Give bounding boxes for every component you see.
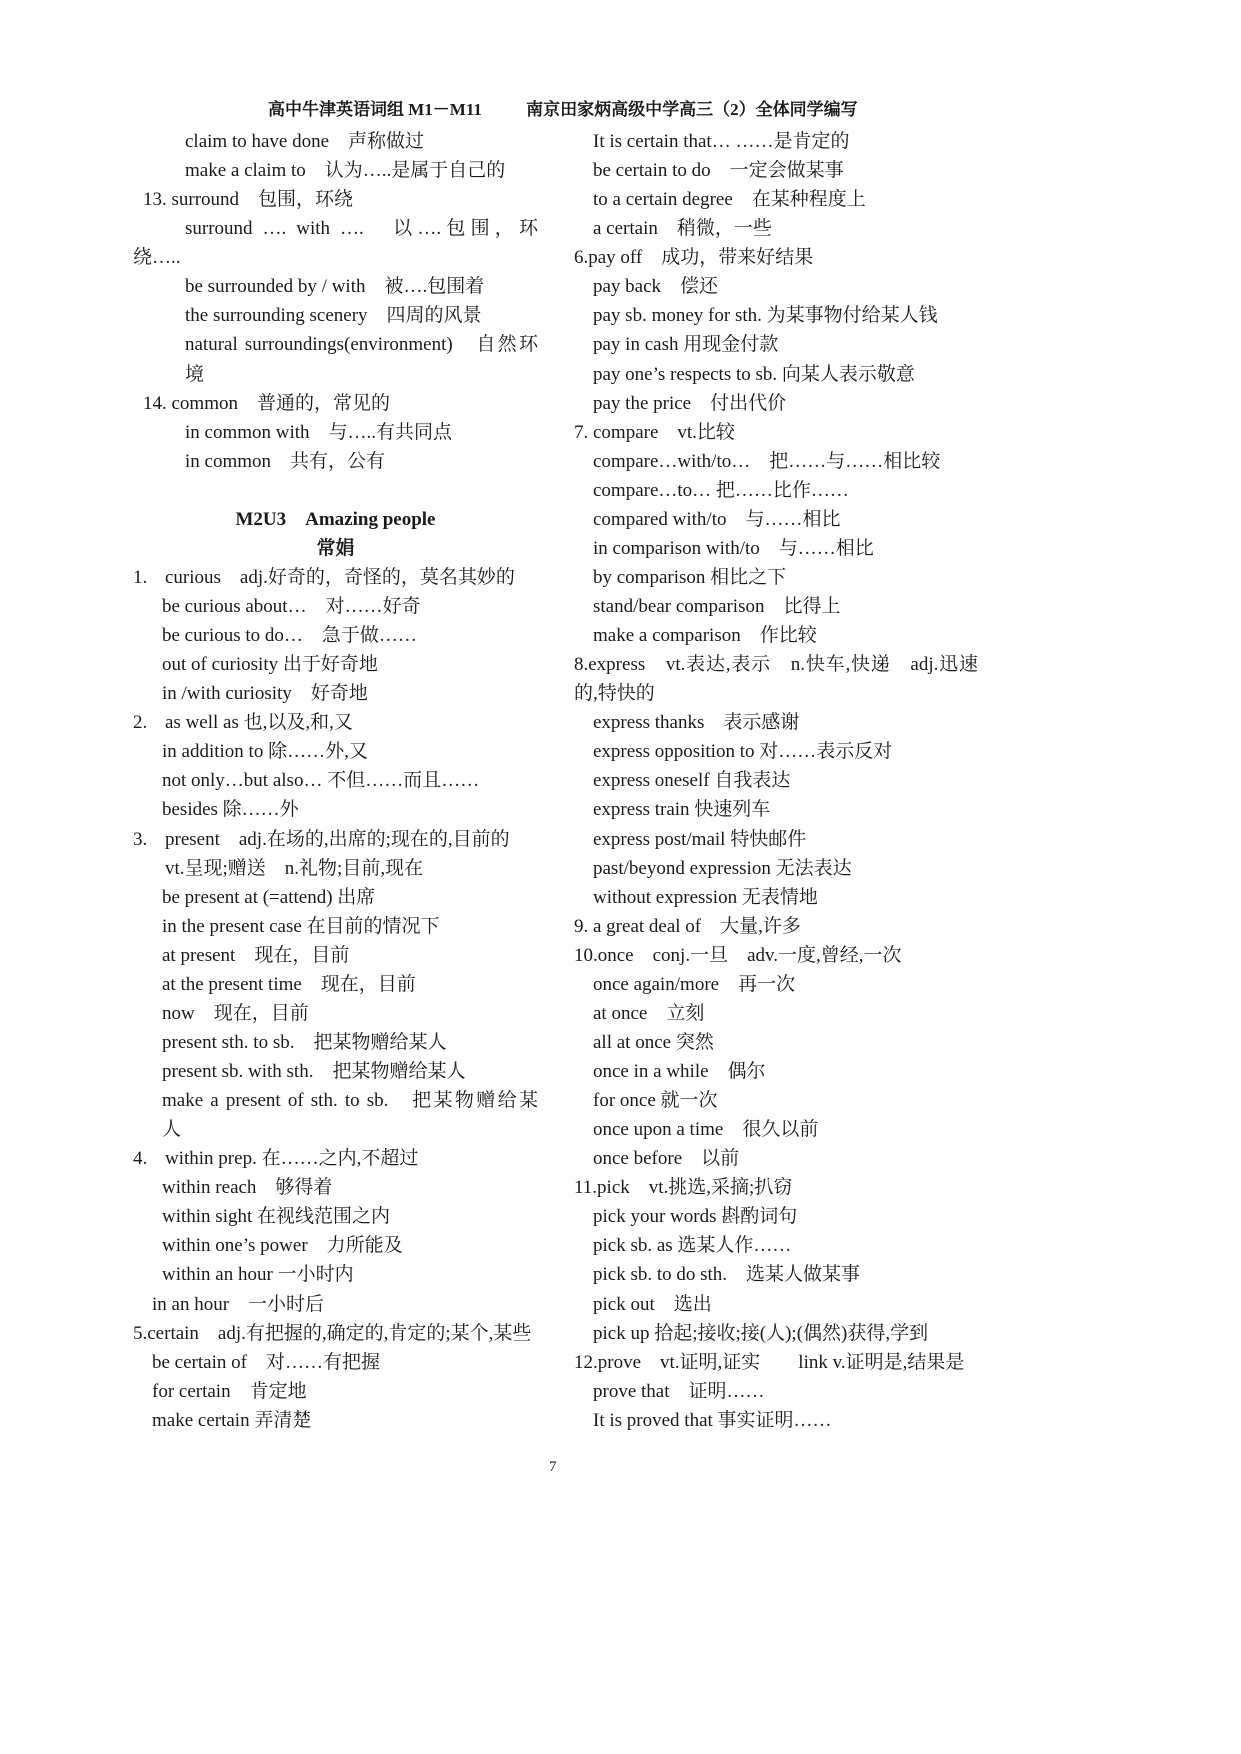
phrase: in comparison with/to 与……相比: [593, 537, 874, 559]
phrase: express oneself 自我表达: [593, 770, 791, 792]
phrase: once in a while 偶尔: [593, 1061, 766, 1082]
vocab-entry: [133, 1144, 538, 1318]
right-column: [574, 127, 978, 1435]
phrase: claim to have done 声称做过: [185, 131, 425, 152]
document-title: 高中牛津英语词组 M1－M11: [268, 100, 482, 119]
phrase: in common with 与…..有共同点: [185, 421, 453, 443]
entry-heading-row: [133, 708, 538, 737]
phrase: present sth. to sb. 把某物赠给某人: [162, 1031, 447, 1053]
entry-heading: 7. compare vt.比较: [574, 421, 735, 443]
phrase: be certain of 对……有把握: [152, 1351, 380, 1373]
phrase: now 现在，目前: [162, 1002, 309, 1024]
phrase: be present at (=attend) 出席: [162, 886, 376, 908]
vocab-entry: [574, 1348, 978, 1435]
page-number: 7: [549, 1459, 557, 1475]
phrase: compared with/to 与……相比: [593, 508, 841, 530]
entry-heading: 11.pick vt.挑选,采摘;扒窃: [574, 1177, 793, 1199]
phrase: besides 除……外: [162, 799, 299, 821]
phrase: without expression 无表情地: [593, 886, 818, 908]
vocab-entry: [133, 825, 538, 1145]
document-compiler: 南京田家炳高级中学高三（2）全体同学编写: [526, 100, 858, 119]
vocab-entry: [574, 418, 978, 651]
phrase-continuation: 绕…..: [133, 247, 181, 269]
phrase: by comparison 相比之下: [593, 566, 787, 588]
phrase: compare…to… 把……比作……: [593, 479, 849, 501]
left-column: [133, 127, 538, 1435]
phrase: pay back 偿还: [593, 276, 719, 298]
phrase: pay the price 付出代价: [593, 392, 787, 414]
entry-heading: 9. a great deal of 大量,许多: [574, 915, 801, 937]
blank-line: [133, 476, 538, 505]
phrase: present sb. with sth. 把某物赠给某人: [162, 1061, 466, 1082]
phrase: pick sb. to do sth. 选某人做某事: [593, 1264, 861, 1286]
phrase: express opposition to 对……表示反对: [593, 741, 893, 763]
phrase: at once 立刻: [593, 1002, 705, 1024]
entry-heading: 13. surround 包围，环绕: [143, 189, 354, 211]
phrase: pay one’s respects to sb. 向某人表示敬意: [593, 363, 915, 385]
vocab-entry: [133, 185, 538, 388]
vocab-entry: [133, 1319, 538, 1435]
entry-heading: 10.once conj.一旦 adv.一度,曾经,一次: [574, 944, 902, 966]
phrase: pick your words 斟酌词句: [593, 1206, 798, 1228]
phrase: within sight 在视线范围之内: [162, 1206, 391, 1228]
unit-section: [133, 505, 538, 1435]
entry-heading: as well as 也,以及,和,又: [165, 712, 353, 734]
phrase: be certain to do 一定会做某事: [593, 160, 844, 182]
vocab-entry: [574, 941, 978, 1174]
phrase: for once 就一次: [593, 1090, 718, 1112]
entry-heading: 12.prove vt.证明,证实 link v.证明是,结果是: [574, 1351, 965, 1373]
phrase: natural surroundings(environment) 自然环: [185, 334, 538, 356]
phrase: in an hour 一小时后: [152, 1293, 325, 1315]
vocab-entry: [574, 1173, 978, 1347]
entry-number: 2.: [133, 712, 148, 734]
entry-heading: 8.express vt.表达,表示 n.快车,快递 adj.迅速: [574, 654, 978, 676]
phrase: be curious to do… 急于做……: [162, 625, 417, 647]
entry-heading-continuation: 的,特快的: [574, 683, 655, 705]
phrase: past/beyond expression 无法表达: [593, 857, 852, 879]
phrase: make a claim to 认为…..是属于自己的: [185, 160, 506, 182]
phrase: make a comparison 作比较: [593, 625, 817, 647]
entry-heading: 6.pay off 成功，带来好结果: [574, 247, 814, 269]
phrase: in the present case 在目前的情况下: [162, 915, 440, 937]
phrase: once before 以前: [593, 1148, 740, 1170]
phrase: pay sb. money for sth. 为某事物付给某人钱: [593, 305, 938, 327]
phrase: pick sb. as 选某人作……: [593, 1235, 792, 1257]
phrase: in /with curiosity 好奇地: [162, 683, 368, 705]
vocab-entry: [133, 708, 538, 824]
entry-heading-row: [133, 563, 538, 592]
entry-number: 4.: [133, 1148, 148, 1170]
vocab-entry: [133, 389, 538, 476]
page-header: [268, 97, 858, 123]
phrase: a certain 稍微，一些: [593, 218, 772, 240]
vocab-entry: [574, 243, 978, 417]
phrase-continuation: 人: [162, 1119, 182, 1141]
phrase: the surrounding scenery 四周的风景: [185, 305, 482, 327]
phrase: pick up 拾起;接收;接(人);(偶然)获得,学到: [593, 1322, 929, 1344]
phrase: once upon a time 很久以前: [593, 1119, 819, 1141]
entry-heading: curious adj.好奇的，奇怪的，莫名其妙的: [165, 566, 515, 588]
phrase: prove that 证明……: [593, 1380, 765, 1402]
vocab-entry: [133, 127, 538, 185]
phrase: pay in cash 用现金付款: [593, 334, 779, 356]
phrase: It is proved that 事实证明……: [593, 1409, 832, 1431]
vocab-entry: [574, 912, 978, 941]
phrase: in addition to 除……外,又: [162, 741, 368, 763]
entry-heading: 14. common 普通的，常见的: [143, 392, 390, 414]
phrase: not only…but also… 不但……而且……: [162, 770, 480, 792]
vocab-entry: [574, 650, 978, 912]
entry-heading: present adj.在场的,出席的;现在的,目前的: [165, 828, 510, 850]
phrase: compare…with/to… 把……与……相比较: [593, 450, 941, 472]
vocab-entry: [133, 563, 538, 708]
entry-heading: 5.certain adj.有把握的,确定的,肯定的;某个,某些: [133, 1322, 532, 1344]
phrase: surround …. with …. 以….包围，环: [185, 218, 538, 240]
phrase-continuation: 境: [185, 363, 205, 385]
phrase: express thanks 表示感谢: [593, 712, 800, 734]
vocab-entry-continued: [574, 127, 978, 243]
entry-heading: within prep. 在……之内,不超过: [165, 1148, 419, 1170]
phrase: express train 快速列车: [593, 799, 771, 821]
phrase: within reach 够得着: [162, 1177, 333, 1199]
phrase: express post/mail 特快邮件: [593, 828, 807, 850]
entry-heading-row: [133, 825, 538, 854]
phrase: It is certain that… ……是肯定的: [593, 131, 850, 152]
phrase: stand/bear comparison 比得上: [593, 596, 841, 617]
phrase: within one’s power 力所能及: [162, 1235, 403, 1257]
phrase: at present 现在，目前: [162, 944, 350, 966]
phrase: be curious about… 对……好奇: [162, 596, 421, 617]
phrase: be surrounded by / with 被….包围着: [185, 276, 485, 298]
entry-number: 3.: [133, 828, 148, 850]
phrase: to a certain degree 在某种程度上: [593, 189, 866, 211]
unit-title: M2U3 Amazing people: [235, 508, 436, 530]
phrase: within an hour 一小时内: [162, 1264, 354, 1286]
phrase: once again/more 再一次: [593, 973, 796, 995]
unit-author: 常娟: [316, 537, 355, 559]
phrase: make certain 弄清楚: [152, 1409, 312, 1431]
phrase: all at once 突然: [593, 1031, 714, 1053]
entry-heading-row: [133, 1144, 538, 1173]
phrase: in common 共有，公有: [185, 450, 386, 472]
phrase: for certain 肯定地: [152, 1380, 307, 1402]
phrase: out of curiosity 出于好奇地: [162, 654, 378, 676]
entry-number: 1.: [133, 566, 148, 588]
phrase: at the present time 现在，目前: [162, 973, 416, 995]
phrase: pick out 选出: [593, 1293, 712, 1315]
phrase: make a present of sth. to sb. 把某物赠给某: [162, 1090, 538, 1112]
entry-heading-continuation: vt.呈现;赠送 n.礼物;目前,现在: [165, 857, 424, 879]
